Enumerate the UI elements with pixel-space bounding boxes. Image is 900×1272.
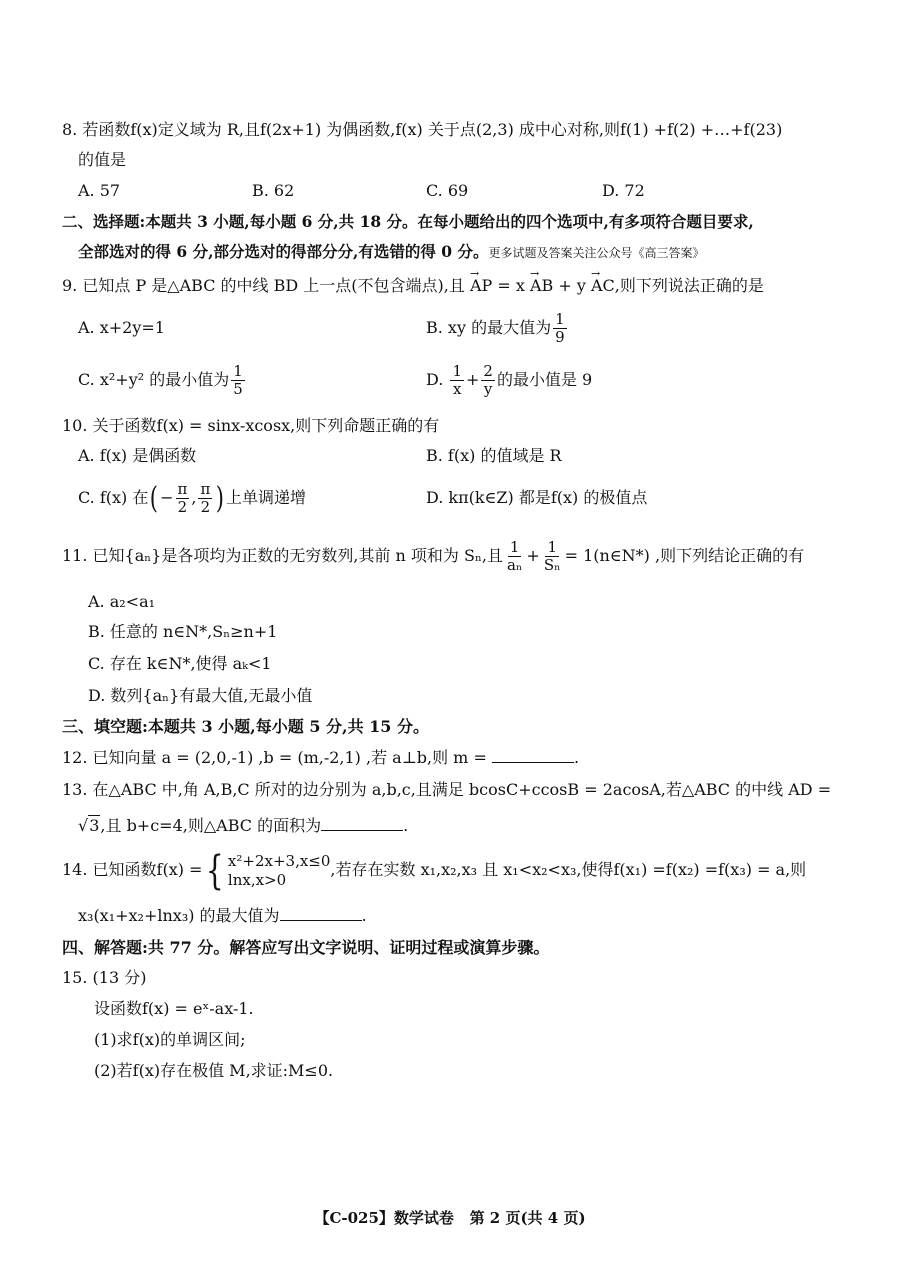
q12-period: .: [573, 748, 580, 767]
q12-text: 12. 已知向量 a = (2,0,-1) ,b = (m,-2,1) ,若 a⊥b,则 m =: [62, 748, 492, 767]
q11-option-c: C. 存在 k∈N*,使得 aₖ<1: [88, 654, 272, 673]
q9-option-b-text: B. xy 的最大值为: [426, 318, 552, 337]
q9-plus: + y: [553, 276, 591, 295]
vector-ap: → AP: [470, 276, 492, 296]
q14-line2-text: x₃(x₁+x₂+lnx₃) 的最大值为: [78, 906, 280, 925]
q10-stem: 10. 关于函数f(x) = sinx-xcosx,则下列命题正确的有: [62, 416, 440, 435]
q9-option-b-fraction: [553, 311, 567, 346]
q11-stem: [62, 536, 804, 576]
q9-stem-a: 9. 已知点 P 是△ABC 的中线 BD 上一点(不包含端点),且: [62, 276, 470, 295]
q10-option-b: B. f(x) 的值域是 R: [426, 446, 562, 465]
piecewise-case-1: x²+2x+3,x≤0: [227, 851, 331, 870]
right-paren: ): [216, 480, 225, 516]
fraction-denominator: aₙ: [506, 556, 523, 574]
q8-option-c: C. 69: [426, 181, 469, 200]
q9-option-d-fraction2: [481, 363, 495, 398]
q14-stem-b: ,若存在实数 x₁,x₂,x₃ 且 x₁<x₂<x₃,使得f(x₁) =f(x₂) =f(x₃) = a,则: [330, 860, 807, 879]
fraction-denominator: 9: [555, 328, 565, 346]
fraction-numerator: π: [177, 480, 188, 498]
q10-option-d: D. kπ(k∈Z) 都是f(x) 的极值点: [426, 488, 648, 507]
fraction-numerator: 1: [547, 538, 557, 556]
piecewise-case-2: lnx,x>0: [227, 870, 287, 889]
q9-option-c-fraction: [231, 363, 245, 398]
fraction-numerator: π: [200, 480, 211, 498]
q9-option-c-text: C. x²+y² 的最小值为: [78, 370, 230, 389]
q8-stem-line2: 的值是: [78, 150, 127, 169]
q10-option-c-text: C. f(x) 在: [78, 488, 149, 507]
vector-ac: → AC: [591, 276, 615, 296]
q9-option-d-label: D.: [426, 370, 449, 389]
plus-sign: +: [465, 370, 480, 389]
left-paren: (: [150, 480, 159, 516]
answer-blank[interactable]: [321, 816, 403, 831]
q15-number: 15. (13 分): [62, 968, 147, 987]
q11-option-a: A. a₂<a₁: [88, 592, 156, 611]
q11-fraction1: [505, 539, 524, 574]
q8-stem-line1: 8. 若函数f(x)定义域为 R,且f(2x+1) 为偶函数,f(x) 关于点(2,3) 成中心对称,则f(1) +f(2) +…+f(23): [62, 120, 783, 139]
minus-sign: −: [160, 488, 174, 507]
fraction-denominator: 2: [200, 498, 211, 516]
q10-option-c: [78, 480, 306, 516]
section2-heading-line2: 全部选对的得 6 分,部分选对的得部分分,有选错的得 0 分。: [78, 242, 489, 261]
q14-period: .: [361, 906, 367, 925]
q14-line2: [78, 906, 367, 926]
fraction-denominator: x: [452, 380, 462, 398]
q9-stem: [62, 276, 764, 296]
q9-option-b: [426, 310, 569, 346]
q11-stem-b: = 1(n∈N*) ,则下列结论正确的有: [564, 546, 805, 565]
q9-option-a: A. x+2y=1: [78, 318, 165, 337]
fraction-numerator: 1: [555, 310, 565, 328]
left-brace: {: [206, 847, 225, 894]
q10-fraction2: [198, 481, 212, 516]
fraction-denominator: 2: [177, 498, 188, 516]
q8-option-d: D. 72: [602, 181, 645, 200]
q11-option-b: B. 任意的 n∈N*,Sₙ≥n+1: [88, 622, 278, 641]
sqrt-sign: √: [78, 816, 89, 835]
q8-option-a: A. 57: [78, 181, 121, 200]
sqrt-radicand: 3: [89, 816, 100, 835]
q10-option-c-tail: 上单调递增: [226, 488, 307, 507]
page-footer: 【C-025】数学试卷 第 2 页(共 4 页): [314, 1209, 586, 1227]
piecewise-cases: [228, 852, 331, 890]
q13-line2: [78, 816, 408, 836]
vector-ab: → AB: [530, 276, 553, 296]
q11-option-d: D. 数列{aₙ}有最大值,无最小值: [88, 686, 313, 705]
q11-stem-a: 11. 已知{aₙ}是各项均为正数的无穷数列,其前 n 项和为 Sₙ,且: [62, 546, 503, 565]
answer-blank[interactable]: [492, 748, 574, 763]
q9-eq: = x: [492, 276, 530, 295]
fraction-numerator: 1: [509, 538, 520, 556]
q10-option-a: A. f(x) 是偶函数: [78, 446, 197, 465]
fraction-denominator: Sₙ: [543, 556, 561, 574]
fraction-denominator: 5: [233, 380, 243, 398]
q9-stem-b: ,则下列说法正确的是: [614, 276, 764, 295]
plus-sign: +: [526, 546, 540, 565]
section3-heading: 三、填空题:本题共 3 小题,每小题 5 分,共 15 分。: [62, 717, 430, 736]
q10-fraction1: [176, 481, 190, 516]
answer-blank[interactable]: [280, 906, 362, 921]
q15-line3: (2)若f(x)存在极值 M,求证:M≤0.: [94, 1061, 334, 1080]
q9-option-d-fraction1: [450, 363, 464, 398]
fraction-numerator: 2: [483, 362, 493, 380]
q8-option-b: B. 62: [252, 181, 295, 200]
comma: ,: [191, 488, 197, 507]
section2-heading-line1: 二、选择题:本题共 3 小题,每小题 6 分,共 18 分。在每小题给出的四个选项中,有多项符合题目要求,: [62, 212, 754, 231]
q13-line2-text: ,且 b+c=4,则△ABC 的面积为: [100, 816, 322, 835]
q13-period: .: [403, 816, 409, 835]
q12-stem: [62, 748, 579, 768]
q14-stem-a: 14. 已知函数f(x) =: [62, 860, 203, 879]
q14-stem: [62, 848, 806, 892]
q9-option-d: [426, 362, 592, 398]
q11-fraction2: [542, 539, 563, 574]
q9-option-c: [78, 362, 247, 398]
section4-heading: 四、解答题:共 77 分。解答应写出文字说明、证明过程或演算步骤。: [62, 938, 550, 957]
q9-option-d-text: 的最小值是 9: [496, 370, 593, 389]
q15-line2: (1)求f(x)的单调区间;: [94, 1030, 246, 1049]
watermark-text: 更多试题及答案关注公众号《高三答案》: [488, 246, 705, 260]
fraction-numerator: 1: [233, 362, 243, 380]
fraction-numerator: 1: [452, 362, 462, 380]
q15-line1: 设函数f(x) = eˣ-ax-1.: [94, 999, 254, 1018]
fraction-denominator: y: [483, 380, 493, 398]
q13-line1: 13. 在△ABC 中,角 A,B,C 所对的边分别为 a,b,c,且满足 bcosC+ccosB = 2acosA,若△ABC 的中线 AD =: [62, 780, 832, 799]
